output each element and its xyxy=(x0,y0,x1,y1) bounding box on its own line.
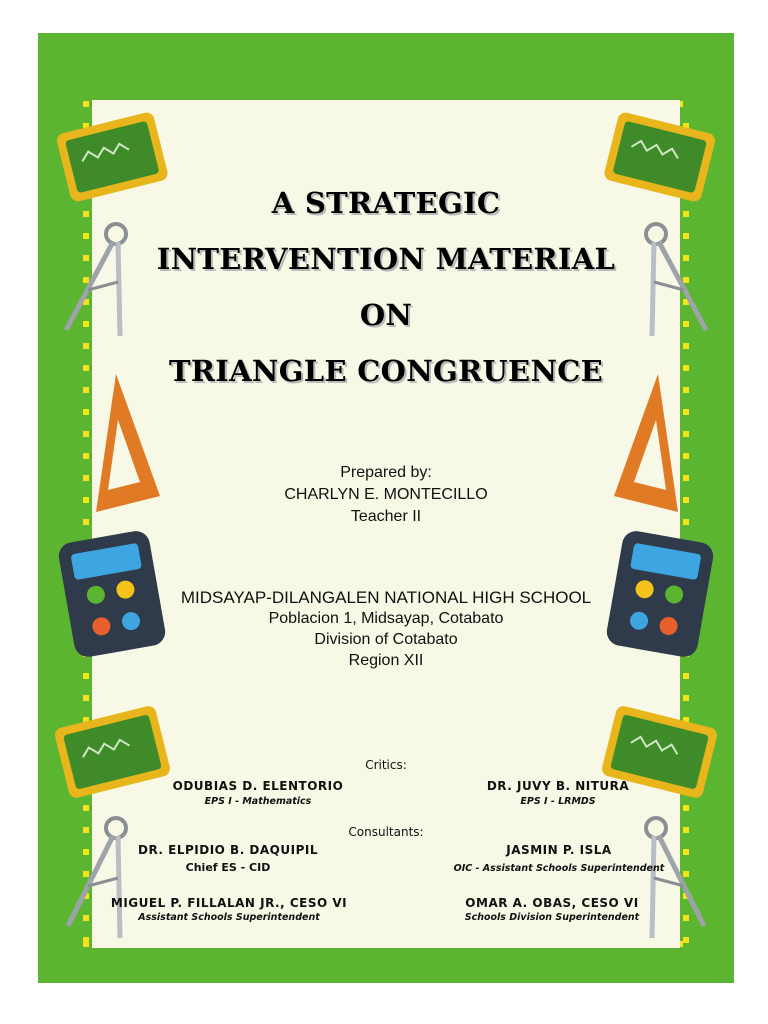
border-dot xyxy=(683,431,689,437)
school-division: Division of Cotabato xyxy=(314,631,458,648)
border-dot xyxy=(83,343,89,349)
prepared-by-label: Prepared by: xyxy=(340,464,432,481)
consultant-role: Assistant Schools Superintendent xyxy=(138,912,320,923)
consultants-label: Consultants: xyxy=(348,825,424,839)
border-dot xyxy=(683,453,689,459)
border-dot xyxy=(83,431,89,437)
border-dot xyxy=(83,409,89,415)
border-dot xyxy=(83,497,89,503)
critic-name: ODUBIAS D. ELENTORIO xyxy=(172,779,344,793)
consultant-role: OIC - Assistant Schools Superintendent xyxy=(453,863,665,874)
border-dot xyxy=(683,343,689,349)
consultant-role: Schools Division Superintendent xyxy=(464,912,640,923)
critics-label: Critics: xyxy=(365,758,407,772)
border-dot xyxy=(83,387,89,393)
border-dot xyxy=(683,365,689,371)
border-dot xyxy=(83,673,89,679)
border-dot xyxy=(83,519,89,525)
border-dot xyxy=(683,673,689,679)
consultant-name: DR. ELPIDIO B. DAQUIPIL xyxy=(137,843,318,857)
border-dot xyxy=(83,365,89,371)
border-dot xyxy=(683,519,689,525)
critic-role: EPS I - LRMDS xyxy=(520,796,596,807)
border-dot xyxy=(83,475,89,481)
title-line-1: A STRATEGIC xyxy=(271,186,501,220)
consultant-name: JASMIN P. ISLA xyxy=(506,843,612,857)
author-name: CHARLYN E. MONTECILLO xyxy=(284,486,488,503)
critic-role: EPS I - Mathematics xyxy=(204,796,312,807)
school-region: Region XII xyxy=(348,652,424,669)
author-position: Teacher II xyxy=(350,508,422,525)
border-dot xyxy=(683,387,689,393)
consultant-role: Chief ES - CID xyxy=(185,861,271,874)
consultant-name: MIGUEL P. FILLALAN JR., CESO VI xyxy=(110,896,348,910)
title-line-4: TRIANGLE CONGRUENCE xyxy=(168,354,604,388)
border-dot xyxy=(83,453,89,459)
title-line-2: INTERVENTION MATERIAL xyxy=(156,242,616,276)
title-line-3: ON xyxy=(359,298,413,332)
border-dot xyxy=(683,475,689,481)
border-dot xyxy=(683,409,689,415)
critic-name: DR. JUVY B. NITURA xyxy=(486,779,630,793)
school-name: MIDSAYAP-DILANGALEN NATIONAL HIGH SCHOOL xyxy=(180,588,592,607)
border-dot xyxy=(683,497,689,503)
consultant-name: OMAR A. OBAS, CESO VI xyxy=(465,896,639,910)
school-address: Poblacion 1, Midsayap, Cotabato xyxy=(268,610,504,627)
